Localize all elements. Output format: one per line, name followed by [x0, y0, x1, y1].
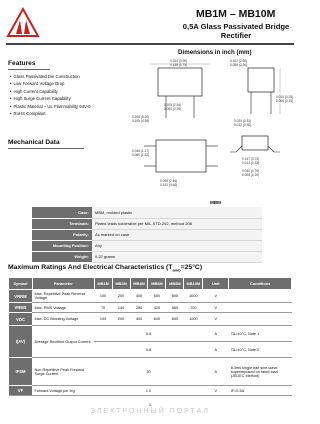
mechanical-data-table [32, 207, 262, 263]
part-range-title: MB1M – MB10M [196, 8, 276, 20]
dim-label: 0.020 (0.51) [234, 119, 252, 123]
table-row [32, 207, 262, 218]
table-row [9, 290, 292, 303]
watermark: ЭЛЕКТРОННЫЙ ПОРТАЛ [90, 408, 210, 415]
unit-cell: A [203, 326, 229, 342]
product-name: 0,5A Glass Passivated Bridge Rectifier [182, 22, 290, 40]
value-cell: 1000 [184, 313, 203, 326]
table-header-row [9, 278, 292, 290]
value-cell: 200 [112, 313, 130, 326]
features-heading: Features [8, 60, 36, 67]
feature-item: • Plastic Material – UL Flammability 94V-0 [10, 103, 155, 110]
conditions-cell [229, 290, 292, 303]
column-header: MB2M [112, 278, 130, 290]
mech-label: Case: [32, 207, 92, 218]
dim-label: 0.013 (0.33) [242, 161, 260, 165]
value-cell: 1000 [184, 290, 203, 303]
mech-label: Weight: [32, 251, 92, 262]
value-cell: 70 [94, 303, 112, 313]
mech-label: Terminals: [32, 218, 92, 229]
table-row [32, 240, 262, 251]
side-view-body [248, 68, 274, 92]
conditions-cell [229, 303, 292, 313]
table-row [32, 229, 262, 240]
symbol-cell: VRRM [9, 290, 33, 303]
dim-label: 0.060 (1.52) [132, 153, 150, 157]
unit-cell: V [203, 386, 229, 396]
ratings-table [8, 277, 292, 396]
value-cell: 100 [94, 313, 112, 326]
package-label: MBM [210, 200, 221, 205]
column-header: Conditions [229, 278, 292, 290]
dim-label: 0.148 (3.75) [170, 63, 188, 67]
conditions-cell: TA=40°C, Note 2 [229, 342, 292, 358]
parameter-cell: Non Repetitive Peak Forward Surge Current [32, 358, 94, 386]
mech-value: Plated leads solderable per MIL-STD-202, method 208 [92, 218, 262, 229]
column-header: MB8M [166, 278, 184, 290]
parameter-cell: Average Rectified Output Current [32, 326, 94, 358]
mechanical-divider [8, 148, 84, 149]
symbol-cell: I(AV) [9, 326, 33, 358]
dim-label: 0.012 (0.30) [234, 123, 252, 127]
value-cell: 280 [130, 303, 148, 313]
dim-label: 0.100 (2.54) [164, 103, 182, 107]
feature-item: • High Surge Current Capability [10, 95, 155, 102]
mechanical-heading: Mechanical Data [8, 139, 60, 146]
table-row [9, 303, 292, 313]
header-divider [6, 43, 294, 45]
value-cell: 400 [130, 313, 148, 326]
ratings-heading: Maximum Ratings And Electrical Characteristics $(T_{amb}=25^\circ C)$ [8, 264, 203, 273]
value-cell: 560 [166, 303, 184, 313]
smd-view-body [242, 136, 268, 150]
conditions-cell: TA=40°C, Note 1 [229, 326, 292, 342]
table-row [9, 326, 292, 342]
dim-label: 0.008 (0.20) [242, 173, 260, 177]
dim-label: 0.006 (0.15) [276, 99, 294, 103]
mech-label: Mounting Position: [32, 240, 92, 251]
parameter-cell: Forward Voltage per leg [32, 386, 94, 396]
value-cell: 1.0 [94, 386, 203, 396]
value-cell: 800 [166, 313, 184, 326]
dim-label: 0.147 (3.73) [242, 157, 260, 161]
column-header: MB1M [94, 278, 112, 290]
symbol-cell: VRMS [9, 303, 33, 313]
value-cell: 30 [94, 358, 203, 386]
mech-value: MBM, molded plastic [92, 207, 262, 218]
value-cell: 0.8 [94, 342, 203, 358]
symbol-cell: IFSM [9, 358, 33, 386]
feature-item: • RoHS Compliant [10, 110, 155, 117]
front-view-body [158, 68, 202, 96]
column-header: MB4M [130, 278, 148, 290]
feature-item: • Low Forward Voltage Drop [10, 80, 155, 87]
dim-label: 0.046 (1.17) [132, 149, 150, 153]
package-dimension-drawing [130, 56, 296, 192]
value-cell: 800 [166, 290, 184, 303]
unit-cell: A [203, 342, 229, 358]
dim-label: 0.195 (4.95) [132, 119, 150, 123]
dim-label: 0.030 (0.76) [242, 169, 260, 173]
table-row [32, 218, 262, 229]
features-divider [8, 69, 50, 70]
conditions-cell: 8.3ms single half sine-wave superimposed on rated load (JEDEC Method) [229, 358, 292, 386]
table-row [9, 313, 292, 326]
dim-label: 0.205 (5.20) [132, 115, 150, 119]
mech-label: Polarity: [32, 229, 92, 240]
mech-value: 0.22 grams [92, 251, 262, 262]
table-row [9, 386, 292, 396]
dim-label: 0.098 (2.49) [160, 179, 178, 183]
value-cell: 420 [148, 303, 166, 313]
feature-item: • Glass Passivated Die Construction [10, 73, 155, 80]
conditions-cell: IF=0.5A [229, 386, 292, 396]
dim-label: 0.098 (2.50) [230, 63, 248, 67]
value-cell: 100 [94, 290, 112, 303]
dim-label: 0.102 (2.60) [230, 59, 248, 63]
parameter-cell: Max. DC Blocking Voltage [32, 313, 94, 326]
unit-cell: V [203, 303, 229, 313]
unit-cell: V [203, 290, 229, 303]
column-header: Parameter [32, 278, 94, 290]
dim-label: 0.142 (3.60) [160, 183, 178, 187]
company-logo [6, 6, 40, 40]
value-cell: 140 [112, 303, 130, 313]
column-header: MB6M [148, 278, 166, 290]
column-header: Symbol [9, 278, 33, 290]
parameter-cell: Max. RMS Voltage [32, 303, 94, 313]
conditions-cell [229, 313, 292, 326]
value-cell: 600 [148, 290, 166, 303]
value-cell: 600 [148, 313, 166, 326]
dim-label: 0.154 (3.90) [170, 59, 188, 63]
column-header: Unit [203, 278, 229, 290]
value-cell: 0.5 [94, 326, 203, 342]
value-cell: 400 [130, 290, 148, 303]
symbol-cell: VDC [9, 313, 33, 326]
table-row [9, 358, 292, 386]
parameter-cell: Max. Repetitive Peak Reverse Voltage [32, 290, 94, 303]
unit-cell: A [203, 358, 229, 386]
unit-cell: V [203, 313, 229, 326]
top-view-body [156, 140, 206, 172]
page-number: 1 [148, 402, 152, 407]
dim-label: 0.010 (0.25) [276, 95, 294, 99]
dim-label: 0.090 (2.29) [164, 107, 182, 111]
mech-value: Any [92, 240, 262, 251]
feature-item: • High Current Capability [10, 88, 155, 95]
dimensions-heading: Dimensions in inch (mm) [178, 49, 252, 56]
mech-value: As marked on case [92, 229, 262, 240]
value-cell: 200 [112, 290, 130, 303]
symbol-cell: VF [9, 386, 33, 396]
table-row [32, 251, 262, 262]
column-header: MB10M [184, 278, 203, 290]
value-cell: 700 [184, 303, 203, 313]
